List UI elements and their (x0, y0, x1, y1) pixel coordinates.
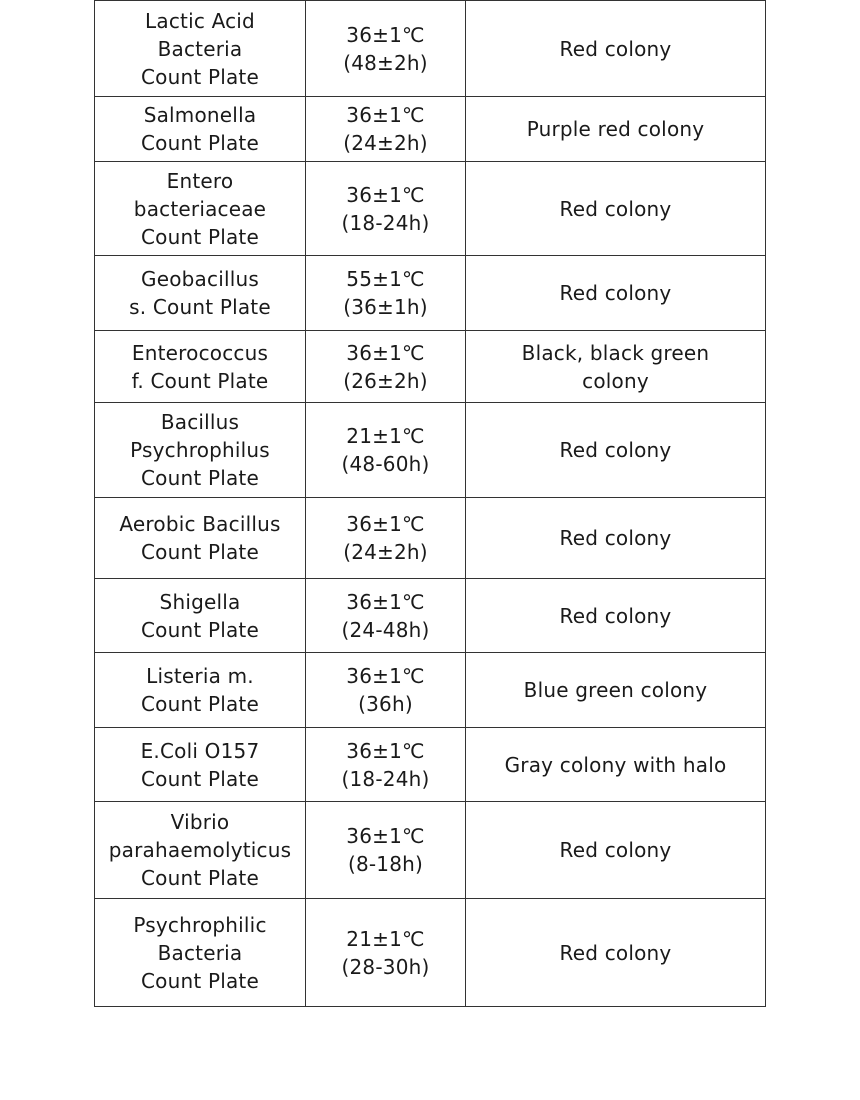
plate-name-cell: Lactic Acid Bacteria Count Plate (95, 1, 306, 97)
colony-result-cell: Gray colony with halo (466, 728, 766, 802)
incubation-condition-cell: 36±1℃ (24±2h) (306, 97, 466, 162)
plate-name-cell: Psychrophilic Bacteria Count Plate (95, 899, 306, 1007)
table-row (95, 1, 766, 97)
incubation-condition-cell: 36±1℃ (48±2h) (306, 1, 466, 97)
incubation-condition-cell: 21±1℃ (28-30h) (306, 899, 466, 1007)
table-row (95, 403, 766, 498)
plate-name-cell: E.Coli O157 Count Plate (95, 728, 306, 802)
plate-name-cell: Vibrio parahaemolyticus Count Plate (95, 802, 306, 899)
colony-result-cell: Purple red colony (466, 97, 766, 162)
table-row (95, 97, 766, 162)
plate-name-cell: Salmonella Count Plate (95, 97, 306, 162)
table-row (95, 802, 766, 899)
plate-name-cell: Listeria m. Count Plate (95, 653, 306, 728)
colony-result-cell: Blue green colony (466, 653, 766, 728)
incubation-condition-cell: 21±1℃ (48-60h) (306, 403, 466, 498)
table-row (95, 728, 766, 802)
colony-result-cell: Red colony (466, 579, 766, 653)
colony-result-cell: Black, black green colony (466, 331, 766, 403)
incubation-condition-cell: 36±1℃ (36h) (306, 653, 466, 728)
table-row (95, 256, 766, 331)
incubation-condition-cell: 36±1℃ (26±2h) (306, 331, 466, 403)
plate-name-cell: Enterococcus f. Count Plate (95, 331, 306, 403)
colony-result-cell: Red colony (466, 162, 766, 256)
table-row (95, 331, 766, 403)
colony-result-cell: Red colony (466, 498, 766, 579)
plate-name-cell: Aerobic Bacillus Count Plate (95, 498, 306, 579)
incubation-condition-cell: 55±1℃ (36±1h) (306, 256, 466, 331)
plate-name-cell: Bacillus Psychrophilus Count Plate (95, 403, 306, 498)
colony-result-cell: Red colony (466, 256, 766, 331)
colony-result-cell: Red colony (466, 899, 766, 1007)
plate-name-cell: Entero bacteriaceae Count Plate (95, 162, 306, 256)
incubation-condition-cell: 36±1℃ (8-18h) (306, 802, 466, 899)
incubation-condition-cell: 36±1℃ (24-48h) (306, 579, 466, 653)
plate-name-cell: Geobacillus s. Count Plate (95, 256, 306, 331)
colony-result-cell: Red colony (466, 1, 766, 97)
incubation-condition-cell: 36±1℃ (18-24h) (306, 728, 466, 802)
colony-result-cell: Red colony (466, 403, 766, 498)
incubation-condition-cell: 36±1℃ (18-24h) (306, 162, 466, 256)
colony-result-cell: Red colony (466, 802, 766, 899)
table-row (95, 653, 766, 728)
table-row (95, 579, 766, 653)
count-plate-table (94, 0, 766, 1007)
table-row (95, 162, 766, 256)
table-row (95, 899, 766, 1007)
table-row (95, 498, 766, 579)
plate-name-cell: Shigella Count Plate (95, 579, 306, 653)
incubation-condition-cell: 36±1℃ (24±2h) (306, 498, 466, 579)
